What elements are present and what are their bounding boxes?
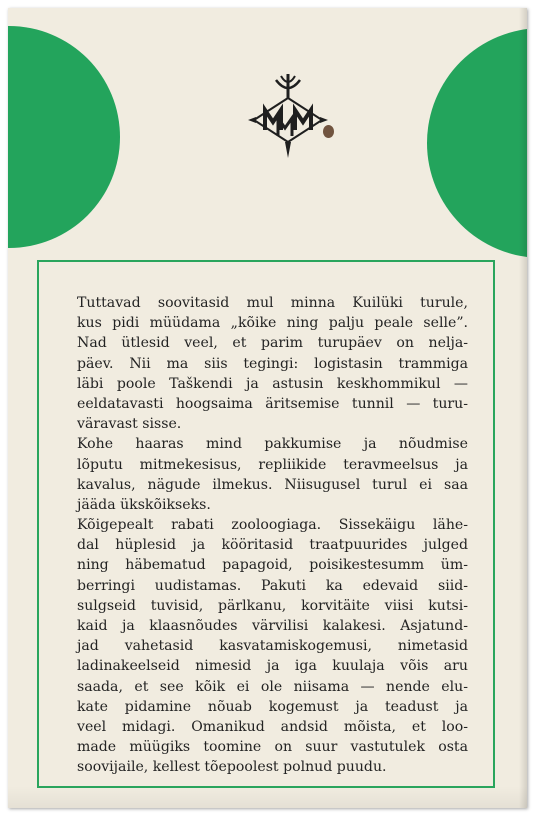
text-frame (37, 260, 495, 788)
publisher-logo-mm-icon (248, 70, 328, 160)
text-line: saada, et see kõik ei ole niisama — nende elu- (77, 678, 468, 695)
excerpt-text (77, 293, 468, 778)
text-line: berringi uudistamas. Pakuti ka edevaid siid- (77, 577, 468, 594)
green-circle-right (427, 28, 527, 258)
text-line: Tuttavad soovitasid mul minna Kuilüki turule, (77, 295, 468, 311)
text-line: kaid ja klaasnõudes värvilisi kalakesi. Asjatund- (77, 618, 468, 634)
text-line: sulgseid tuvisid, pärlkanu, korvitäite viisi kutsi- (77, 597, 468, 614)
text-line: päev. Nii ma siis tegingi: logistasin trammiga (77, 355, 468, 372)
text-line: kus pidi müüdama „kõike ning palju peale selle”. (77, 315, 468, 332)
text-line: Nad ütlesid veel, et parim turupäev on nelja- (77, 335, 468, 352)
text-line: made müügiks toomine on suur vastutulek osta (77, 739, 468, 756)
text-line: ladinakeelseid nimesid ja iga kuulaja võis aru (77, 658, 468, 675)
book-back-cover (8, 8, 527, 808)
cover-edge-shadow (519, 8, 527, 808)
text-line: soovijaile, kellest tõepoolest polnud puudu. (77, 759, 387, 776)
text-line: veel midagi. Omanikud andsid mõista, et loo- (77, 718, 468, 735)
green-circle-left (8, 26, 120, 248)
text-line: jad vahetasid kasvatamiskogemusi, nimetasid (77, 638, 468, 655)
text-line: eeldatavasti hoogsaima äritsemise tunnil — turu- (77, 395, 468, 412)
text-line: lõputu mitmekesisus, repliikide teravmeelsus ja (77, 456, 468, 473)
text-line: Kõigepealt rabati zooloogiaga. Sissekäigu lähe- (77, 517, 468, 534)
text-line: kavalus, nägude ilmekus. Niisugusel turul ei saa (77, 476, 468, 493)
text-line: ning häbematud papagoid, poisikestesumm üm- (77, 557, 468, 574)
text-line: dal hüplesid ja kööritasid traatpuurides julged (77, 537, 468, 554)
text-line: Kohe haaras mind pakkumise ja nõudmise (77, 436, 468, 453)
text-line: läbi poole Taškendi ja astusin keskhommikul — (77, 375, 468, 392)
text-line: kate pidamine nõuab kogemust ja teadust ja (77, 698, 468, 715)
text-line: jääda ükskõikseks. (77, 496, 211, 513)
cover-bottom-shade (8, 786, 527, 808)
stain-mark (323, 125, 334, 138)
text-line: väravast sisse. (77, 416, 182, 433)
